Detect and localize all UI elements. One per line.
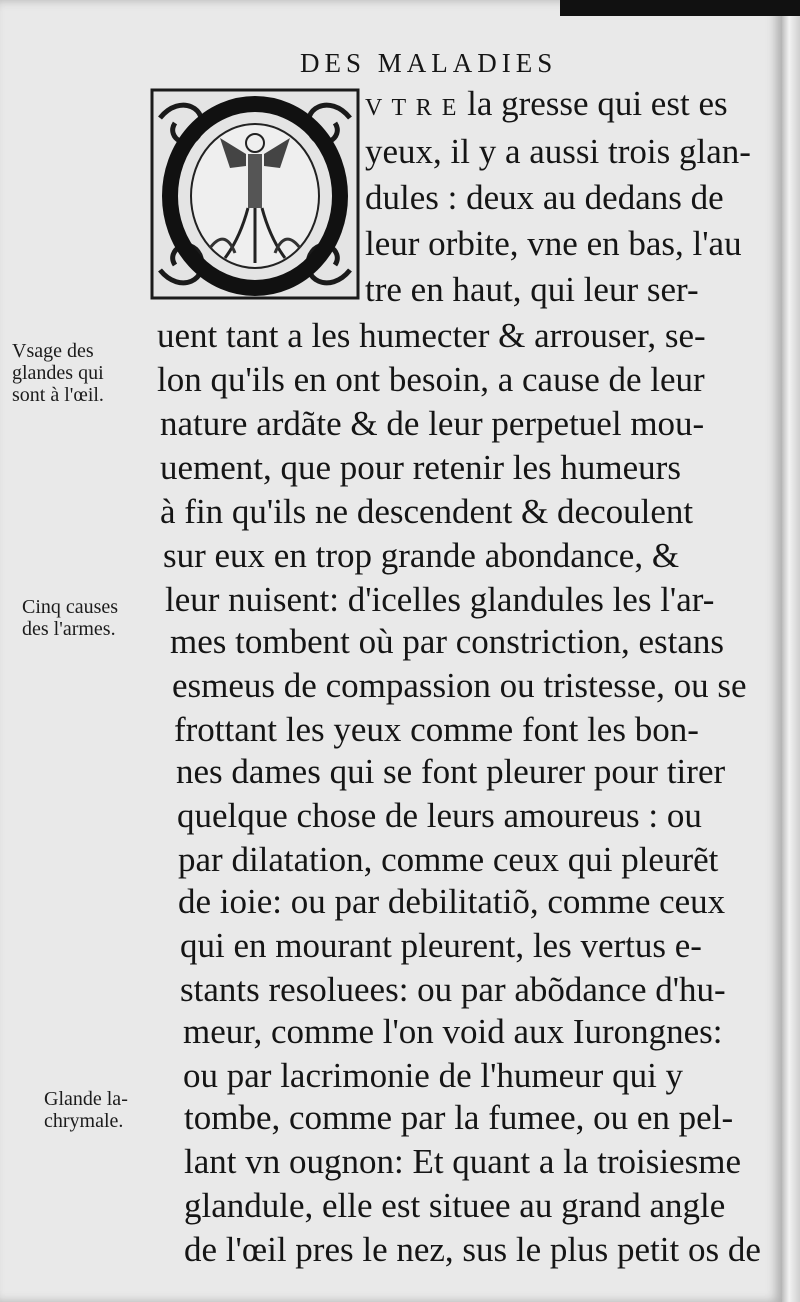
text-line: nes dames qui se font pleurer pour tirer — [176, 752, 726, 791]
scan-border — [560, 0, 800, 16]
text-line: ou par lacrimonie de l'humeur qui y — [183, 1056, 684, 1095]
text-line: tre en haut, qui leur ser- — [365, 270, 699, 309]
text-line: lon qu'ils en ont besoin, a cause de leur — [157, 360, 705, 399]
text-line: meur, comme l'on void aux Iurongnes: — [183, 1012, 723, 1051]
text-line: tombe, comme par la fumee, ou en pel- — [184, 1098, 734, 1137]
text-line: quelque chose de leurs amoureus : ou — [177, 796, 702, 835]
text-line: esmeus de compassion ou tristesse, ou se — [172, 666, 747, 705]
margin-note-tear-causes: Cinq causes des l'armes. — [22, 596, 119, 640]
text-line: sur eux en trop grande abondance, & — [163, 536, 680, 575]
text-line: dules : deux au dedans de — [365, 178, 724, 217]
text-line: de ioie: ou par debilitatiõ, comme ceux — [178, 882, 726, 921]
running-head: DES MALADIES — [300, 48, 558, 78]
text-line: uement, que pour retenir les humeurs — [160, 448, 681, 487]
text-line: nature ardãte & de leur perpetuel mou- — [160, 404, 705, 443]
text-line: stants resoluees: ou par abõdance d'hu- — [180, 970, 726, 1009]
text-line: glandule, elle est situee au grand angle — [184, 1186, 726, 1225]
text-line: leur nuisent: d'icelles glandules les l'ar- — [165, 580, 715, 619]
text-line-first: V T R E la gresse qui est es — [365, 84, 728, 123]
text-line: qui en mourant pleurent, les vertus e- — [180, 926, 702, 965]
margin-note-glands-use: Vsage des glandes qui sont à l'œil. — [12, 340, 104, 406]
text-line: de l'œil pres le nez, sus le plus petit os de — [184, 1230, 761, 1269]
text-line: lant vn ougnon: Et quant a la troisiesme — [184, 1142, 741, 1181]
text-line: mes tombent où par constriction, estans — [170, 622, 725, 661]
text-line: frottant les yeux comme font les bon- — [174, 710, 699, 749]
text-line: yeux, il y a aussi trois glan- — [365, 132, 751, 171]
margin-note-lacrimal-gland: Glande la- chrymale. — [44, 1088, 128, 1132]
smallcaps-opening: V T R E — [365, 95, 459, 121]
text-line: par dilatation, comme ceux qui pleurẽt — [178, 840, 719, 879]
text-line: leur orbite, vne en bas, l'au — [365, 224, 742, 263]
text-line: à fin qu'ils ne descendent & decoulent — [160, 492, 694, 531]
page-edge — [782, 0, 800, 1302]
decorated-initial-o — [150, 88, 360, 300]
text-line: uent tant a les humecter & arrouser, se- — [157, 316, 706, 355]
